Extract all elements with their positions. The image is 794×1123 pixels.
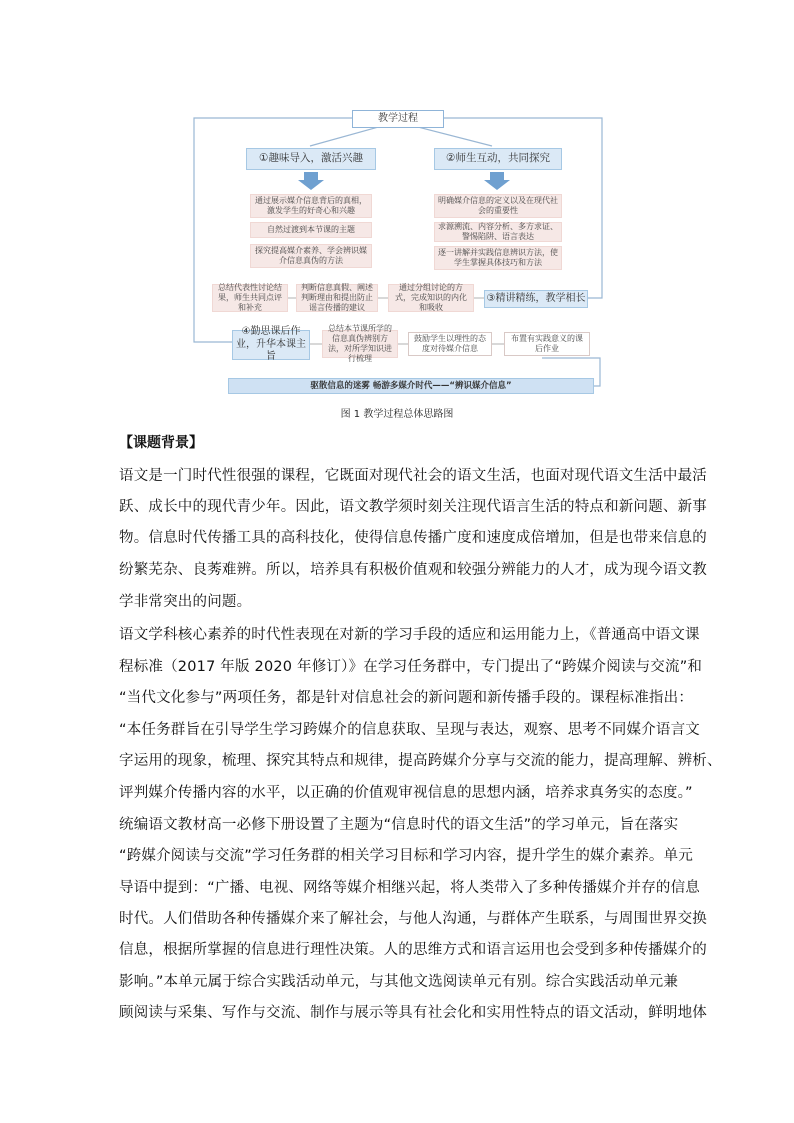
paragraph-line: 评判媒介传播内容的水平，以正确的价值观审视信息的思想内涵，培养求真务实的态度。” xyxy=(119,785,693,801)
stage-2-item: 求源溯流、内容分析、多方求证、警惕陷阱、语言表达 xyxy=(434,222,562,242)
paragraph-line: 程标准（2017 年版 2020 年修订）》在学习任务群中，专门提出了“跨媒介阅读与交流”和 xyxy=(119,659,703,675)
figure-caption: 图 1 教学过程总体思路图 xyxy=(340,409,454,420)
paragraph-line: 时代。人们借助各种传播媒介来了解社会，与他人沟通，与群体产生联系，与周围世界交换 xyxy=(119,911,707,927)
paragraph-line: “跨媒介阅读与交流”学习任务群的相关学习目标和学习内容，提升学生的媒介素养。单元 xyxy=(119,848,694,864)
paragraph-line: 语文学科核心素养的时代性表现在对新的学习手段的适应和运用能力上，《普通高中语文课 xyxy=(119,627,700,643)
stage-2-item: 逐一讲解并实践信息辨识方法，使学生掌握具体技巧和方法 xyxy=(434,246,562,270)
stage-1-item: 通过展示媒介信息背后的真相，激发学生的好奇心和兴趣 xyxy=(250,194,372,218)
discussion-item: 判断信息真假、阐述判断理由和提出防止谣言传播的建议 xyxy=(296,284,378,312)
homework-item: 总结本节课所学的信息真伪辨别方法，对所学知识进行梳理 xyxy=(322,330,398,358)
diagram-bottom-bar: 驱散信息的迷雾 畅游多媒介时代——“辨识媒介信息” xyxy=(228,378,594,394)
homework-item: 鼓励学生以理性的态度对待媒介信息 xyxy=(408,332,492,356)
stage-1-item: 探究提高媒介素养、学会辨识媒介信息真伪的方法 xyxy=(250,244,372,268)
stage-1-node: ①趣味导入，激活兴趣 xyxy=(246,148,376,170)
paragraph-line: 字运用的现象，梳理、探究其特点和规律，提高跨媒介分享与交流的能力，提高理解、辨析、 xyxy=(119,753,722,769)
paragraph-line: 影响。”本单元属于综合实践活动单元，与其他文选阅读单元有别。综合实践活动单元兼 xyxy=(119,974,679,990)
discussion-item: 通过分组讨论的方式，完成知识的内化和吸收 xyxy=(388,284,474,312)
paragraph-line: 语文是一门时代性很强的课程，它既面对现代社会的语文生活，也面对现代语文生活中最活 xyxy=(119,468,707,484)
paragraph-line: 纷繁芜杂、良莠难辨。所以，培养具有积极价值观和较强分辨能力的人才，成为现今语文教 xyxy=(119,562,707,578)
diagram-top-node: 教学过程 xyxy=(352,110,444,128)
stage-2-node: ②师生互动，共同探究 xyxy=(434,148,562,170)
stage-4-node: ④勤思课后作业，升华本课主旨 xyxy=(232,330,310,360)
teaching-process-diagram xyxy=(192,108,606,400)
paragraph-line: “当代文化参与”两项任务，都是针对信息社会的新问题和新传播手段的。课程标准指出： xyxy=(119,690,694,706)
paragraph-line: 顾阅读与采集、写作与交流、制作与展示等具有社会化和实用性特点的语文活动，鲜明地体 xyxy=(119,1005,707,1021)
discussion-item: 总结代表性讨论结果，师生共同点评和补充 xyxy=(212,284,288,312)
paragraph-line: 统编语文教材高一必修下册设置了主题为“信息时代的语文生活”的学习单元，旨在落实 xyxy=(119,817,679,833)
stage-3-node: ③精讲精练，教学相长 xyxy=(484,290,588,308)
stage-2-item: 明确媒介信息的定义以及在现代社会的重要性 xyxy=(434,194,562,218)
paragraph-line: 导语中提到：“广播、电视、网络等媒介相继兴起，将人类带入了多种传播媒介并存的信息 xyxy=(119,880,701,896)
homework-item: 布置有实践意义的课后作业 xyxy=(504,332,590,356)
paragraph-line: 学非常突出的问题。 xyxy=(119,594,252,610)
paragraph-line: 信息，根据所掌握的信息进行理性决策。人的思维方式和语言运用也会受到多种传播媒介的 xyxy=(119,942,707,958)
stage-1-item: 自然过渡到本节课的主题 xyxy=(250,222,372,238)
paragraph-line: “本任务群旨在引导学生学习跨媒介的信息获取、呈现与表达，观察、思考不同媒介语言文 xyxy=(119,722,701,738)
section-heading: 【课题背景】 xyxy=(119,435,203,451)
paragraph-line: 跃、成长中的现代青少年。因此，语文教学须时刻关注现代语言生活的特点和新问题、新事 xyxy=(119,499,707,515)
paragraph-line: 物。信息时代传播工具的高科技化，使得信息传播广度和速度成倍增加，但是也带来信息的 xyxy=(119,530,707,546)
